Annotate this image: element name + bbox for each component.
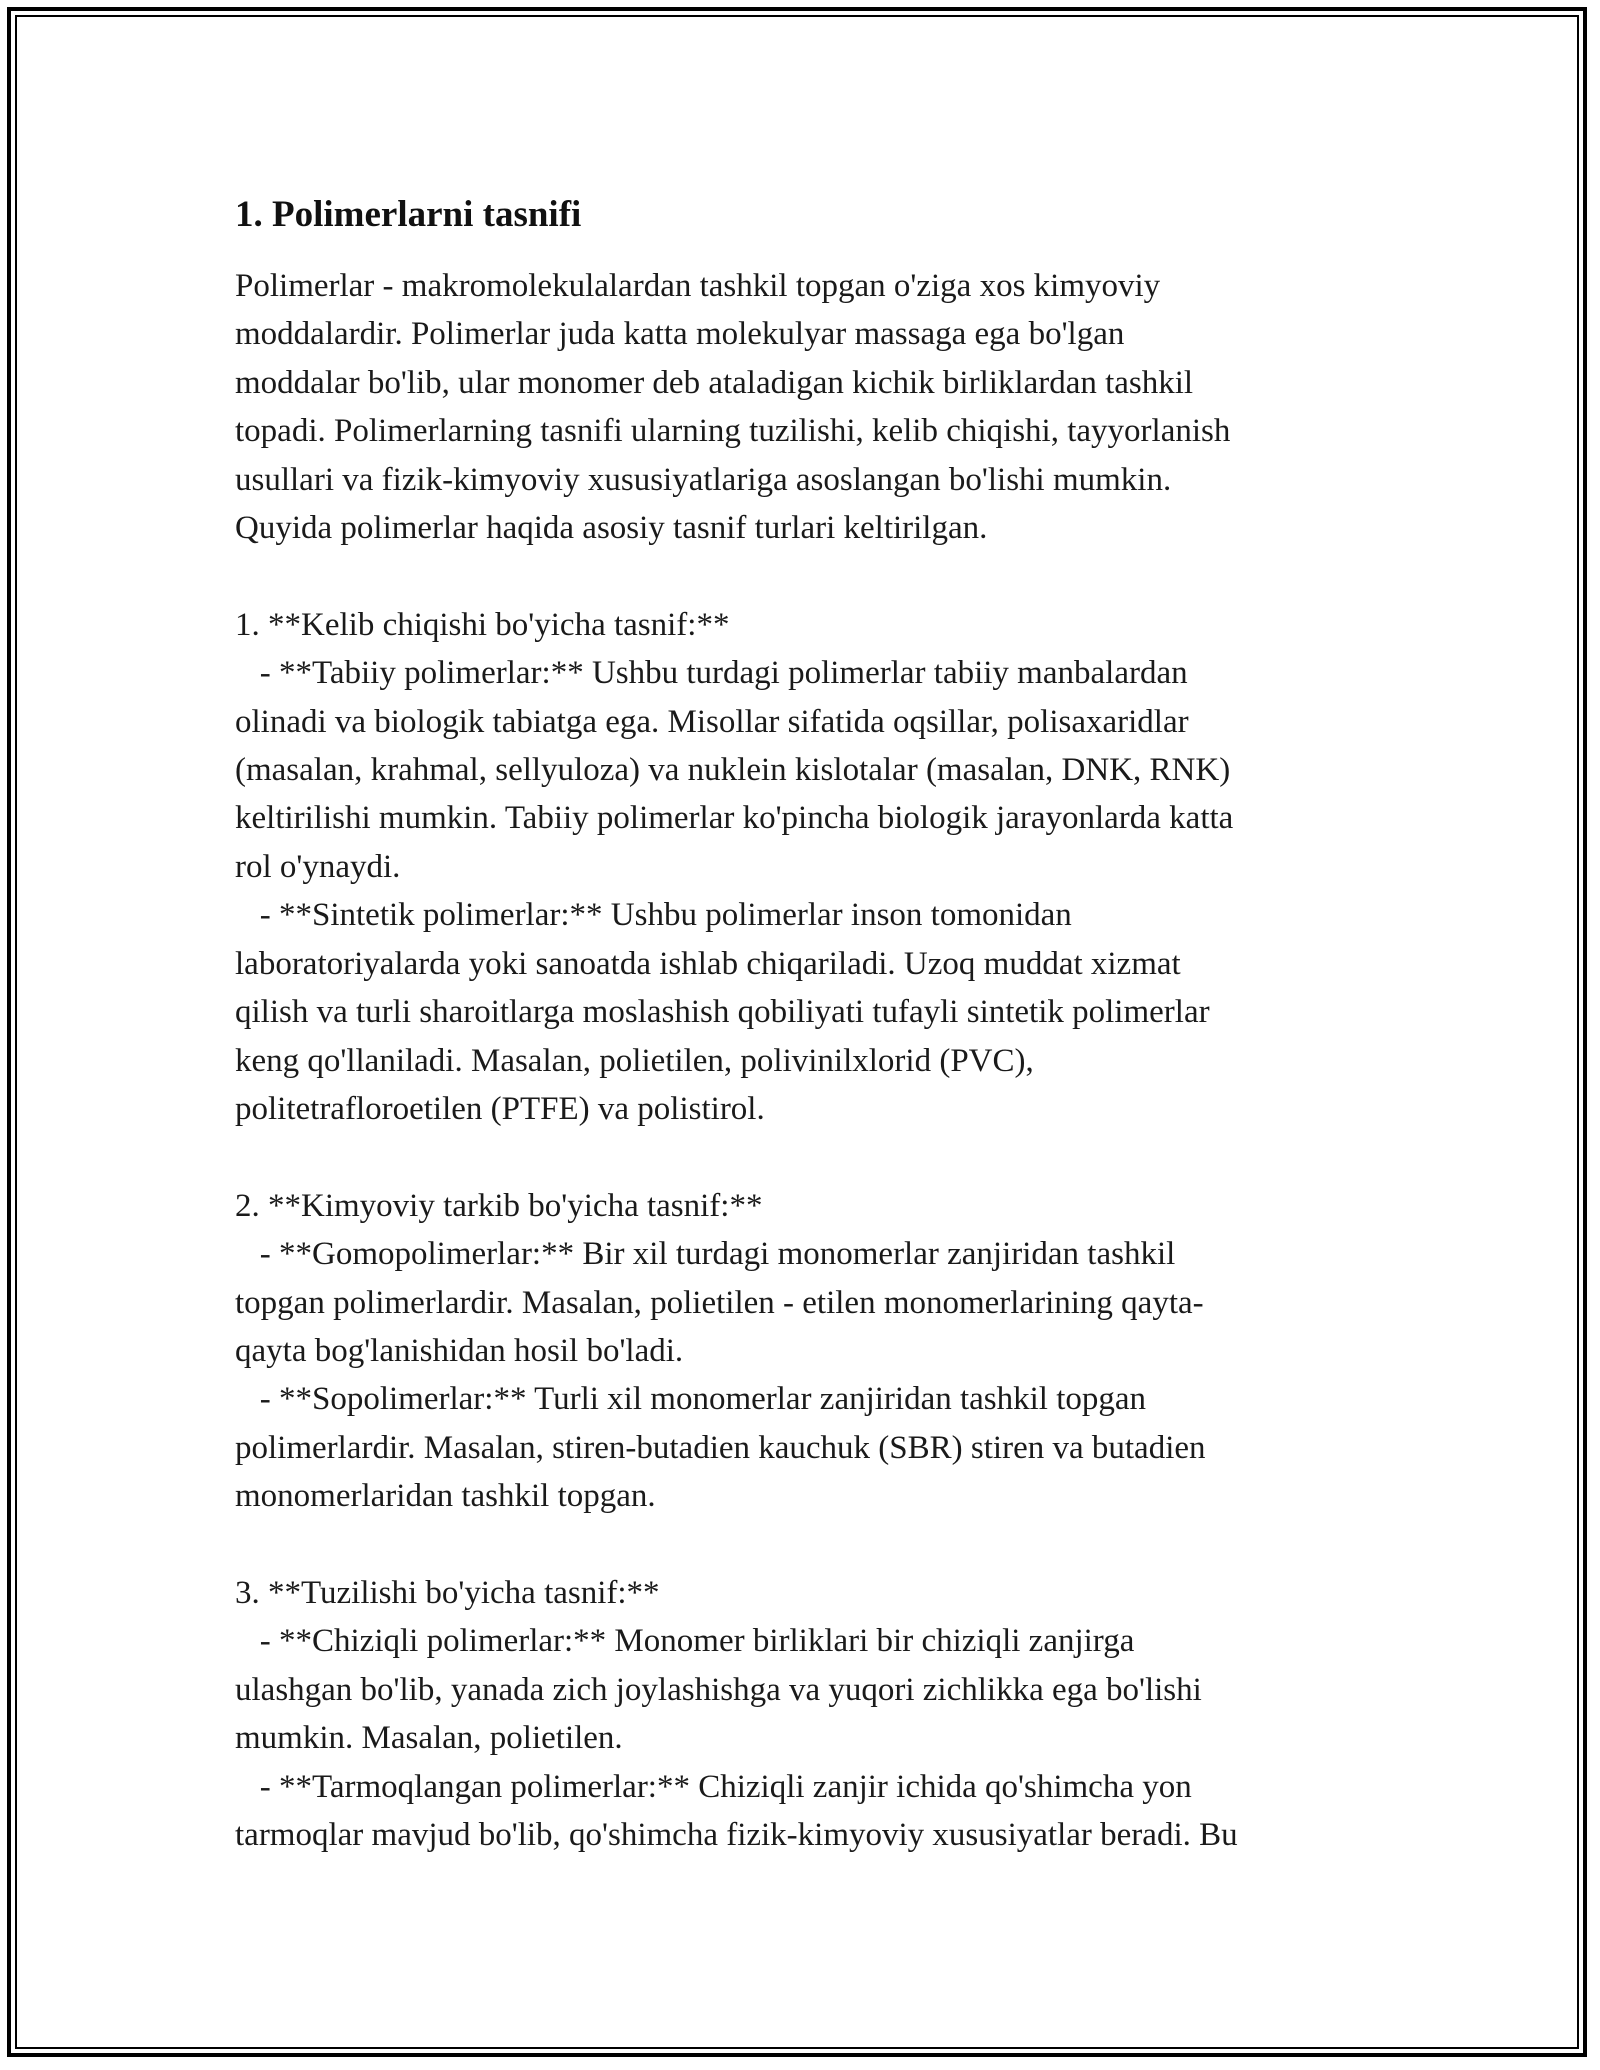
section-heading: 1. Polimerlarni tasnifi xyxy=(235,194,582,235)
section-body-text: Polimerlar - makromolekulalardan tashkil topgan o'ziga xos kimyoviy moddalardir. Polimerlar juda katta molekulyar massaga ega bo'lgan moddalar bo'lib, ular monomer deb ataladigan kichik birliklardan tashkil topadi. Polimerlarning tasnifi ularning tuzilishi, kelib chiqishi, tayyorlanish usullari va fizik-kimyoviy xususiyatlariga asoslangan bo'lishi mumkin. Quyida polimerlar haqida asosiy tasnif turlari keltirilgan. 1. **Kelib chiqishi bo'yicha tasnif:** - **Tabiiy polimerlar:** Ushbu turdagi polimerlar tabiiy manbalardan olinadi va biologik tabiatga ega. Misollar sifatida oqsillar, polisaxaridlar (masalan, krahmal, sellyuloza) va nuklein kislotalar (masalan, DNK, RNK) keltirilishi mumkin. Tabiiy polimerlar ko'pincha biologik jarayonlarda katta rol o'ynaydi. - **Sintetik polimerlar:** Ushbu polimerlar inson tomonidan laboratoriyalarda yoki sanoatda ishlab chiqariladi. Uzoq muddat xizmat qilish va turli sharoitlarga moslashish qobiliyati tufayli sintetik polimerlar keng qo'llaniladi. Masalan, polietilen, polivinilxlorid (PVC), politetrafloroetilen (PTFE) va polistirol. 2. **Kimyoviy tarkib bo'yicha tasnif:** - **Gomopolimerlar:** Bir xil turdagi monomerlar zanjiridan tashkil topgan polimerlardir. Masalan, polietilen - etilen monomerlarining qayta- qayta bog'lanishidan hosil bo'ladi. - **Sopolimerlar:** Turli xil monomerlar zanjiridan tashkil topgan polimerlardir. Masalan, stiren-butadien kauchuk (SBR) stiren va butadien monomerlaridan tashkil topgan. 3. **Tuzilishi bo'yicha tasnif:** - **Chiziqli polimerlar:** Monomer birliklari bir chiziqli zanjirga ulashgan bo'lib, yanada zich joylashishga va yuqori zichlikka ega bo'lishi mumkin. Masalan, polietilen. - **Tarmoqlangan polimerlar:** Chiziqli zanjir ichida qo'shimcha yon tarmoqlar mavjud bo'lib, qo'shimcha fizik-kimyoviy xususiyatlar beradi. Bu xyxy=(235,268,1238,1853)
document-content xyxy=(235,190,1375,1859)
